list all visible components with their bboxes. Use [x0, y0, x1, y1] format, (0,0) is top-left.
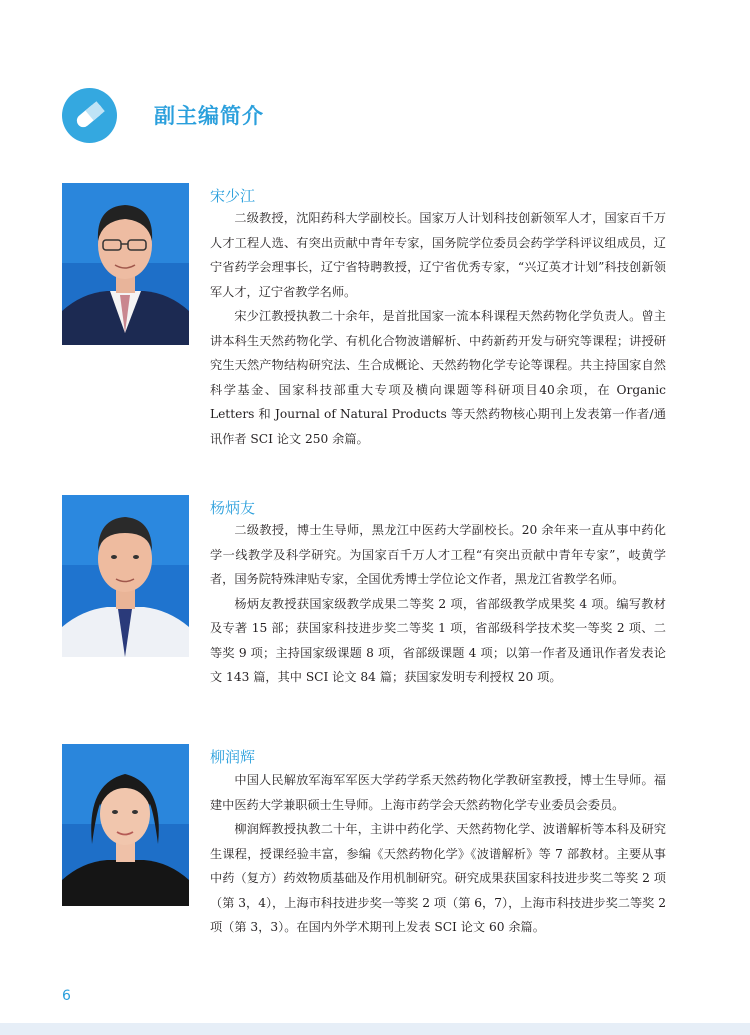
page-footer-bar — [0, 1023, 750, 1035]
pill-icon — [62, 88, 117, 143]
bio-paragraph: 二级教授，博士生导师，黑龙江中医药大学副校长。20 余年来一直从事中药化学一线教学及科学研究。为国家百千万人才工程“有突出贡献中青年专家”，岐黄学者，国务院特殊津贴专家，全国优秀博士学位论文作者，黑龙江省教学名师。 — [210, 523, 666, 586]
section-title: 副主编简介 — [154, 104, 264, 128]
editor-name: 柳润辉 — [210, 748, 256, 766]
editor-bio — [210, 206, 666, 451]
bio-paragraph: 杨炳友教授获国家级教学成果二等奖 2 项，省部级教学成果奖 4 项。编写教材及专著 15 部；获国家科技进步奖二等奖 1 项，省部级科学技术奖一等奖 2 项、二等奖 9 项；主持国家级课题 8 项，省部级课题 4 项；以第一作者及通讯作者发表论文 143 篇，其中 SCI 论文 84 篇；获国家发明专利授权 20 项。 — [210, 596, 666, 684]
editor-name: 杨炳友 — [210, 499, 256, 517]
bio-paragraph: 二级教授，沈阳药科大学副校长。国家万人计划科技创新领军人才，国家百千万人才工程人选、有突出贡献中青年专家，国务院学位委员会药学学科评议组成员，辽宁省药学会理事长，辽宁省特聘教授，辽宁省优秀专家，“兴辽英才计划”科技创新领军人才，辽宁省教学名师。 — [210, 211, 666, 299]
bio-paragraph: 中国人民解放军海军军医大学药学系天然药物化学教研室教授，博士生导师。福建中医药大学兼职硕士生导师。上海市药学会天然药物化学专业委员会委员。 — [210, 773, 666, 812]
bio-paragraph: 柳润辉教授执教二十年，主讲中药化学、天然药物化学、波谱解析等本科及研究生课程，授课经验丰富，参编《天然药物化学》《波谱解析》等 7 部教材。主要从事中药（复方）药效物质基础及作用机制研究。研究成果获国家科技进步奖二等奖 2 项（第 3，4），上海市科技进步奖一等奖 2 项（第 6，7），上海市科技进步奖二等奖 2 项（第 3，3）。在国内外学术期刊上发表 SCI 论文 60 余篇。 — [210, 822, 666, 934]
editor-name: 宋少江 — [210, 187, 256, 205]
page-number: 6 — [62, 988, 71, 1004]
portrait-photo — [62, 744, 189, 906]
editor-bio — [210, 518, 666, 690]
portrait-photo — [62, 183, 189, 345]
bio-paragraph: 宋少江教授执教二十余年，是首批国家一流本科课程天然药物化学负责人。曾主讲本科生天然药物化学、有机化合物波谱解析、中药新药开发与研究等课程；讲授研究生天然产物结构研究法、生合成概论、天然药物化学专论等课程。共主持国家自然科学基金、国家科技部重大专项及横向课题等科研项目40余项，在 Organic Letters 和 Journal of Natural Products 等天然药物核心期刊上发表第一作者/通讯作者 SCI 论文 250 余篇。 — [210, 309, 666, 446]
portrait-photo — [62, 495, 189, 657]
editor-bio — [210, 768, 666, 940]
